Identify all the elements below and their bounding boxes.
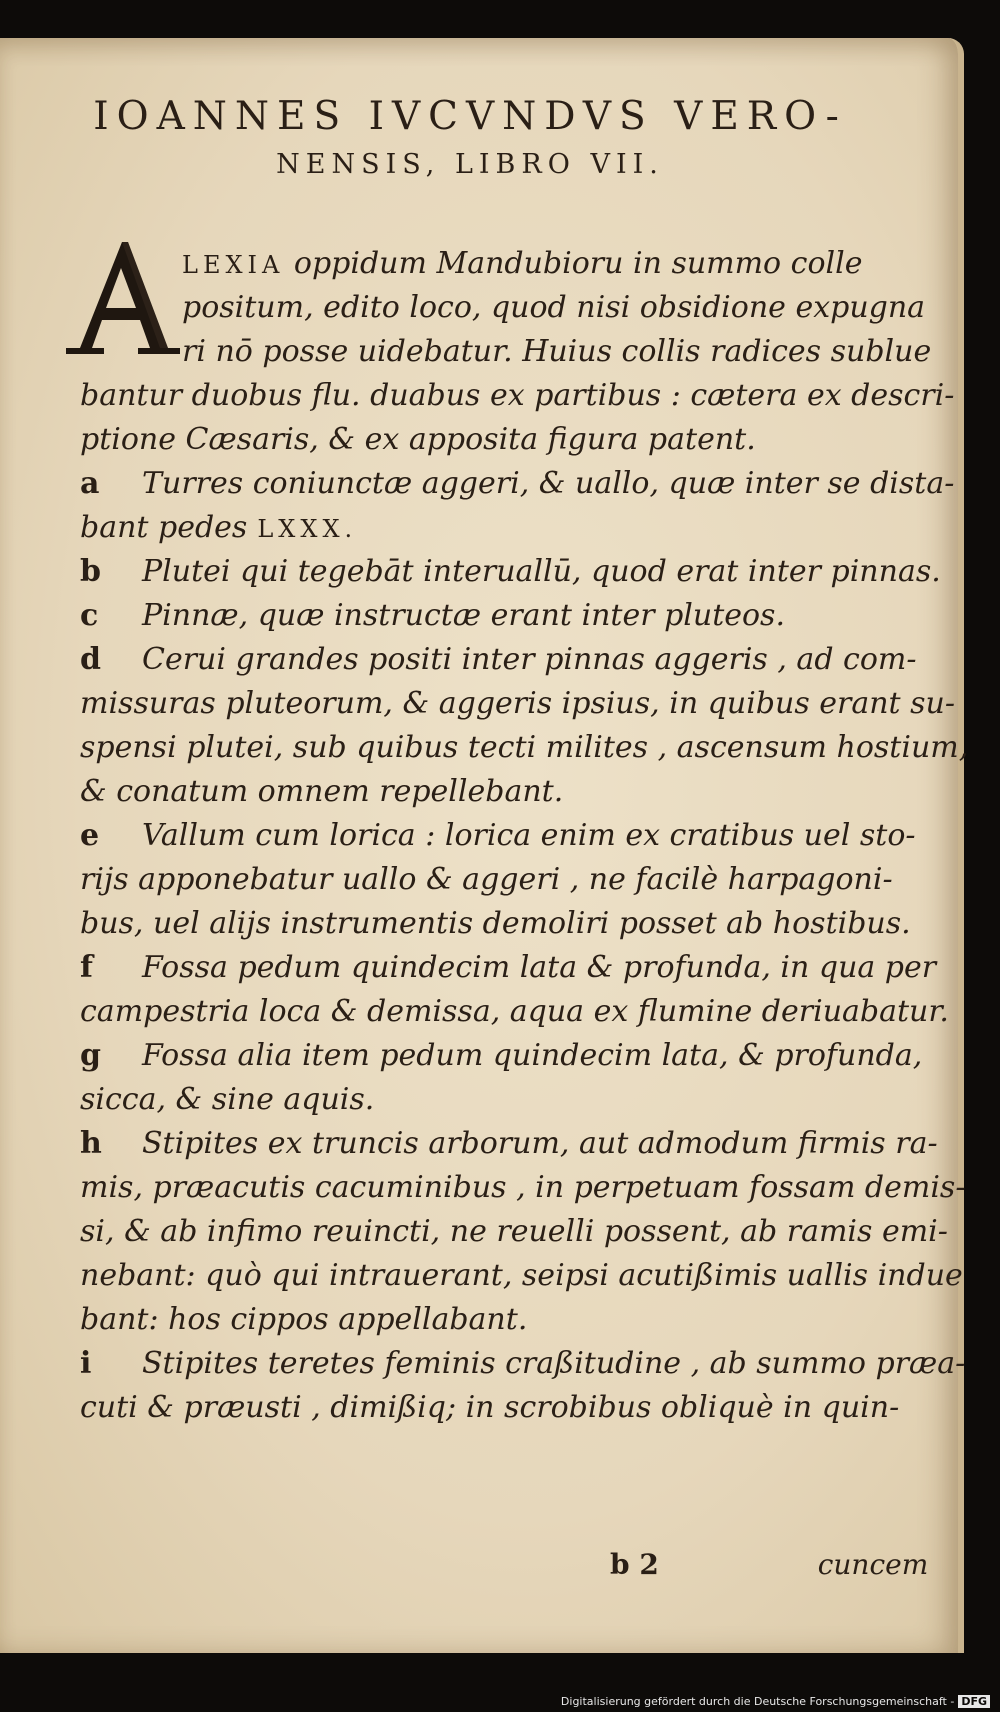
item-text: Stipites ex truncis arborum, aut admodum firmis ra-	[142, 1126, 938, 1161]
catchword: cuncem	[817, 1548, 929, 1581]
item-line-first	[80, 550, 941, 594]
item-line-first	[80, 1122, 938, 1166]
item-text: Turres coniunctæ aggeri, & uallo, quæ inter se dista-	[142, 466, 955, 501]
item-line-first	[80, 462, 954, 506]
item-line-first	[80, 1342, 965, 1386]
item-text: sicca, & sine aquis.	[80, 1082, 375, 1117]
intro-line-4: bantur duobus flu. duabus ex partibus : cætera ex descri-	[80, 378, 955, 413]
page-header	[60, 94, 880, 180]
item-text: nebant: quò qui intrauerant, seipsi acutißimis uallis indue	[80, 1258, 963, 1293]
item-letter: i	[80, 1346, 92, 1381]
item-line-cont	[80, 1298, 527, 1342]
intro-line-1	[182, 242, 862, 287]
item-text: & conatum omnem repellebant.	[80, 774, 564, 809]
item-text: bus, uel alijs instrumentis demoliri posset ab hostibus.	[80, 906, 911, 941]
item-line-cont	[80, 506, 357, 551]
item-line-cont	[80, 1078, 374, 1122]
intro-line-3: ri nō posse uidebatur. Huius collis radices sublue	[182, 334, 932, 369]
dfg-logo: DFG	[958, 1695, 990, 1708]
item-text: si, & ab infimo reuincti, ne reuelli possent, ab ramis emi-	[80, 1214, 948, 1249]
signature-line	[610, 1548, 928, 1581]
item-text: Fossa alia item pedum quindecim lata, & profunda,	[142, 1038, 923, 1073]
credit-text: Digitalisierung gefördert durch die Deutsche Forschungsgemeinschaft -	[560, 1695, 955, 1708]
item-numeral: LXXX.	[257, 515, 358, 543]
item-line-cont	[80, 1166, 965, 1210]
item-line-cont	[80, 770, 563, 814]
item-line-cont	[80, 902, 911, 946]
item-text: rijs apponebatur uallo & aggeri , ne facilè harpagoni-	[80, 862, 893, 897]
digitization-credit	[561, 1695, 990, 1708]
item-line-cont	[80, 858, 893, 902]
item-line-cont	[80, 1210, 948, 1254]
item-letter: f	[80, 950, 93, 985]
item-letter: d	[80, 642, 101, 677]
item-line-cont	[80, 1254, 963, 1298]
item-text: Fossa pedum quindecim lata & profunda, in qua per	[142, 950, 937, 985]
item-text: Pinnæ, quæ instructæ erant inter pluteos.	[142, 598, 785, 633]
item-line-first	[80, 814, 916, 858]
item-text: Cerui grandes positi inter pinnas aggeris , ad com-	[142, 642, 917, 677]
item-text: missuras pluteorum, & aggeris ipsius, in quibus erant su-	[80, 686, 955, 721]
item-letter: g	[80, 1038, 101, 1073]
item-letter: a	[80, 466, 100, 501]
intro-line-2: positum, edito loco, quod nisi obsidione expugna	[182, 290, 926, 325]
header-line-2: NENSIS, LIBRO VII.	[276, 149, 664, 180]
item-text: Stipites teretes feminis craßitudine , ab summo præa-	[142, 1346, 966, 1381]
item-text: mis, præacutis cacuminibus , in perpetuam fossam demis-	[80, 1170, 966, 1205]
item-text: bant pedes	[80, 510, 248, 545]
item-text: Plutei qui tegebāt interuallū, quod erat inter pinnas.	[142, 554, 941, 589]
item-text: campestria loca & demissa, aqua ex flumine deriuabatur.	[80, 994, 949, 1029]
item-letter: c	[80, 598, 99, 633]
item-line-cont	[80, 990, 949, 1034]
item-letter: e	[80, 818, 100, 853]
item-line-cont	[80, 726, 968, 770]
item-line-first	[80, 594, 785, 638]
item-letter: h	[80, 1126, 102, 1161]
item-line-first	[80, 946, 936, 990]
item-text: Vallum cum lorica : lorica enim ex cratibus uel sto-	[142, 818, 916, 853]
intro-line-1-text: oppidum Mandubioru in summo colle	[293, 246, 863, 281]
header-line-1: IOANNES IVCVNDVS VERO-	[93, 94, 847, 139]
decorated-initial	[64, 236, 182, 356]
item-line-first	[80, 638, 917, 682]
item-text: cuti & præusti , dimißiq; in scrobibus obliquè in quin-	[80, 1390, 900, 1425]
item-letter: b	[80, 554, 101, 589]
intro-line-5: ptione Cæsaris, & ex apposita figura patent.	[80, 422, 756, 457]
intro-smallcaps: LEXIA	[182, 251, 285, 279]
signature-mark: b 2	[610, 1548, 659, 1581]
book-page	[0, 38, 969, 1653]
item-line-cont	[80, 682, 955, 726]
item-text: bant: hos cippos appellabant.	[80, 1302, 528, 1337]
item-text: spensi plutei, sub quibus tecti milites , ascensum hostium,	[80, 730, 969, 765]
item-line-cont	[80, 1386, 899, 1430]
item-line-first	[80, 1034, 922, 1078]
